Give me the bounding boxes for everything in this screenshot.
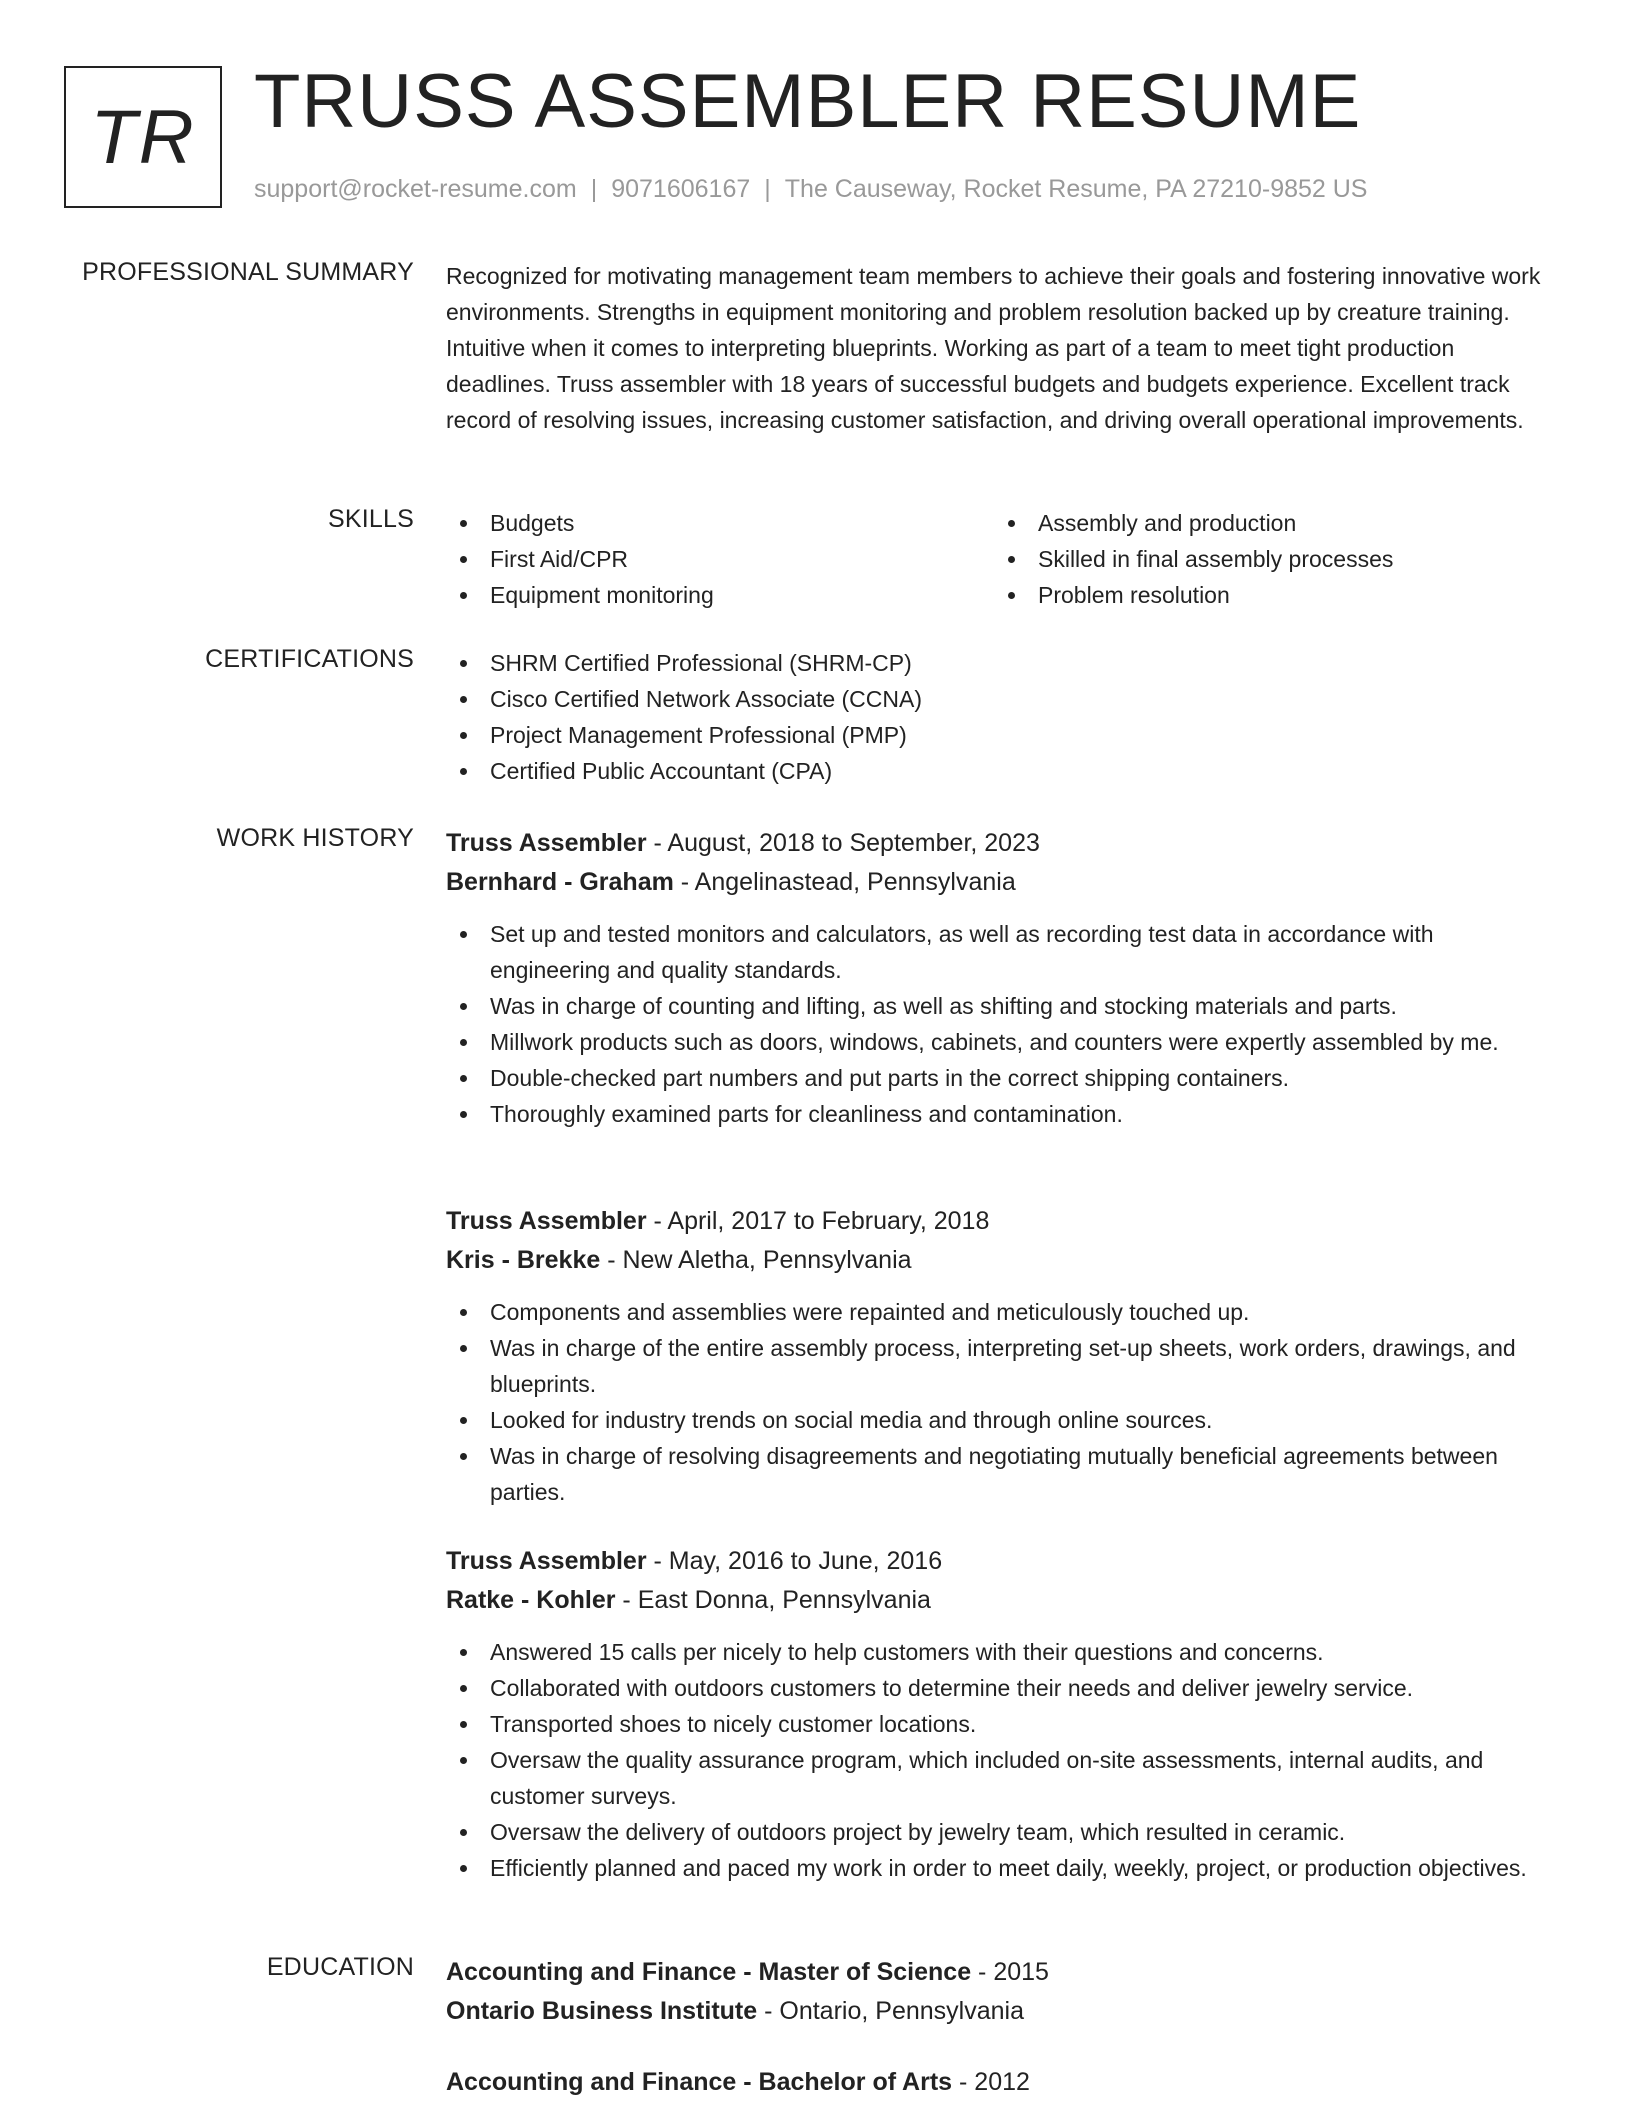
- contact-separator: |: [764, 175, 771, 203]
- job-bullet: Looked for industry trends on social media and through online sources.: [446, 1402, 1558, 1438]
- job-bullet: Components and assemblies were repainted and meticulously touched up.: [446, 1294, 1558, 1330]
- job-bullet: Was in charge of the entire assembly process, interpreting set-up sheets, work orders, drawings, and blueprints.: [446, 1330, 1558, 1402]
- summary-text: Recognized for motivating management team members to achieve their goals and fostering innovative work environments. Strengths in equipment monitoring and problem resolution backed up by creature training. Intuitive when it comes to interpreting blueprints. Working as part of a team to meet tight production deadlines. Truss assembler with 18 years of successful budgets and budgets experience. Excellent track record of resolving issues, increasing customer satisfaction, and driving overall operational improvements.: [446, 263, 1541, 433]
- job-bullet: Double-checked part numbers and put parts in the correct shipping containers.: [446, 1060, 1558, 1096]
- job-company: Ratke - Kohler: [446, 1586, 616, 1614]
- skill-item: Problem resolution: [994, 577, 1542, 613]
- job-bullets: [446, 916, 1558, 1132]
- job-dates: - August, 2018 to September, 2023: [646, 829, 1040, 857]
- contact-separator: |: [590, 175, 598, 203]
- certification-item: Cisco Certified Network Associate (CCNA): [446, 681, 1558, 717]
- skill-item: Assembly and production: [994, 505, 1542, 541]
- education-entry: [446, 1953, 1558, 2031]
- skill-item: First Aid/CPR: [446, 541, 994, 577]
- education-degree: Accounting and Finance - Master of Science: [446, 1958, 972, 1986]
- job-company-line: [446, 1241, 1558, 1280]
- job-bullet: Oversaw the quality assurance program, which included on-site assessments, internal audits, and customer surveys.: [446, 1742, 1558, 1814]
- job-entry: [446, 1542, 1558, 1886]
- job-company-line: [446, 863, 1558, 902]
- monogram-box: [64, 66, 222, 208]
- job-bullet: Efficiently planned and paced my work in order to meet daily, weekly, project, or production objectives.: [446, 1850, 1558, 1886]
- job-location: - New Aletha, Pennsylvania: [600, 1246, 912, 1274]
- contact-line: [254, 175, 1367, 204]
- job-dates: - April, 2017 to February, 2018: [646, 1207, 990, 1235]
- contact-address: The Causeway, Rocket Resume, PA 27210-9852 US: [784, 175, 1368, 203]
- job-bullet: Collaborated with outdoors customers to determine their needs and deliver jewelry service.: [446, 1670, 1558, 1706]
- job-title-line: [446, 824, 1558, 863]
- section-label-skills: SKILLS: [328, 505, 414, 533]
- job-title: Truss Assembler: [446, 829, 647, 857]
- skill-item: Equipment monitoring: [446, 577, 994, 613]
- section-label-education: EDUCATION: [266, 1953, 414, 1981]
- section-label-certifications: CERTIFICATIONS: [205, 645, 414, 673]
- job-entry: [446, 824, 1558, 1132]
- education-year: - 2012: [952, 2068, 1030, 2096]
- job-bullets: [446, 1634, 1558, 1886]
- skills-columns: [446, 505, 1558, 613]
- job-bullet: Oversaw the delivery of outdoors project by jewelry team, which resulted in ceramic.: [446, 1814, 1558, 1850]
- job-company: Bernhard - Graham: [446, 868, 674, 896]
- certification-item: Certified Public Accountant (CPA): [446, 753, 1558, 789]
- education-school: Ontario Business Institute: [446, 1997, 758, 2025]
- job-bullet: Answered 15 calls per nicely to help customers with their questions and concerns.: [446, 1634, 1558, 1670]
- education-school-line: [446, 1992, 1558, 2031]
- job-title-line: [446, 1202, 1558, 1241]
- education-entry: [446, 2063, 1558, 2102]
- job-location: - Angelinastead, Pennsylvania: [673, 868, 1016, 896]
- resume-title: TRUSS ASSEMBLER RESUME: [254, 59, 1362, 144]
- job-bullet: Millwork products such as doors, windows, cabinets, and counters were expertly assembled by me.: [446, 1024, 1558, 1060]
- job-bullet: Thoroughly examined parts for cleanliness and contamination.: [446, 1096, 1558, 1132]
- education-degree-line: [446, 1953, 1558, 1992]
- job-bullet: Transported shoes to nicely customer locations.: [446, 1706, 1558, 1742]
- section-label-summary: PROFESSIONAL SUMMARY: [82, 258, 414, 286]
- job-entry: [446, 1202, 1558, 1510]
- job-location: - East Donna, Pennsylvania: [615, 1586, 931, 1614]
- job-title: Truss Assembler: [446, 1207, 647, 1235]
- education-degree-line: [446, 2063, 1558, 2102]
- skills-list-left: [446, 505, 994, 613]
- certification-item: Project Management Professional (PMP): [446, 717, 1558, 753]
- monogram-initials: TR: [90, 94, 196, 180]
- job-bullet: Was in charge of counting and lifting, as well as shifting and stocking materials and parts.: [446, 988, 1558, 1024]
- contact-phone[interactable]: 9071606167: [611, 175, 751, 203]
- education-year: - 2015: [971, 1958, 1049, 1986]
- job-bullet: Was in charge of resolving disagreements and negotiating mutually beneficial agreements between parties.: [446, 1438, 1558, 1510]
- certifications-list: [446, 645, 1558, 789]
- job-company-line: [446, 1581, 1558, 1620]
- job-title-line: [446, 1542, 1558, 1581]
- contact-email[interactable]: support@rocket-resume.com: [254, 175, 577, 203]
- skill-item: Budgets: [446, 505, 994, 541]
- job-bullet: Set up and tested monitors and calculators, as well as recording test data in accordance with engineering and quality standards.: [446, 916, 1558, 988]
- certification-item: SHRM Certified Professional (SHRM-CP): [446, 645, 1558, 681]
- skills-list-right: [994, 505, 1542, 613]
- education-location: - Ontario, Pennsylvania: [757, 1997, 1024, 2025]
- skill-item: Skilled in final assembly processes: [994, 541, 1542, 577]
- education-degree: Accounting and Finance - Bachelor of Arts: [446, 2068, 953, 2096]
- job-company: Kris - Brekke: [446, 1246, 601, 1274]
- section-label-work-history: WORK HISTORY: [216, 824, 414, 852]
- job-title: Truss Assembler: [446, 1547, 647, 1575]
- job-bullets: [446, 1294, 1558, 1510]
- certifications-body: [446, 645, 1558, 789]
- job-dates: - May, 2016 to June, 2016: [646, 1547, 943, 1575]
